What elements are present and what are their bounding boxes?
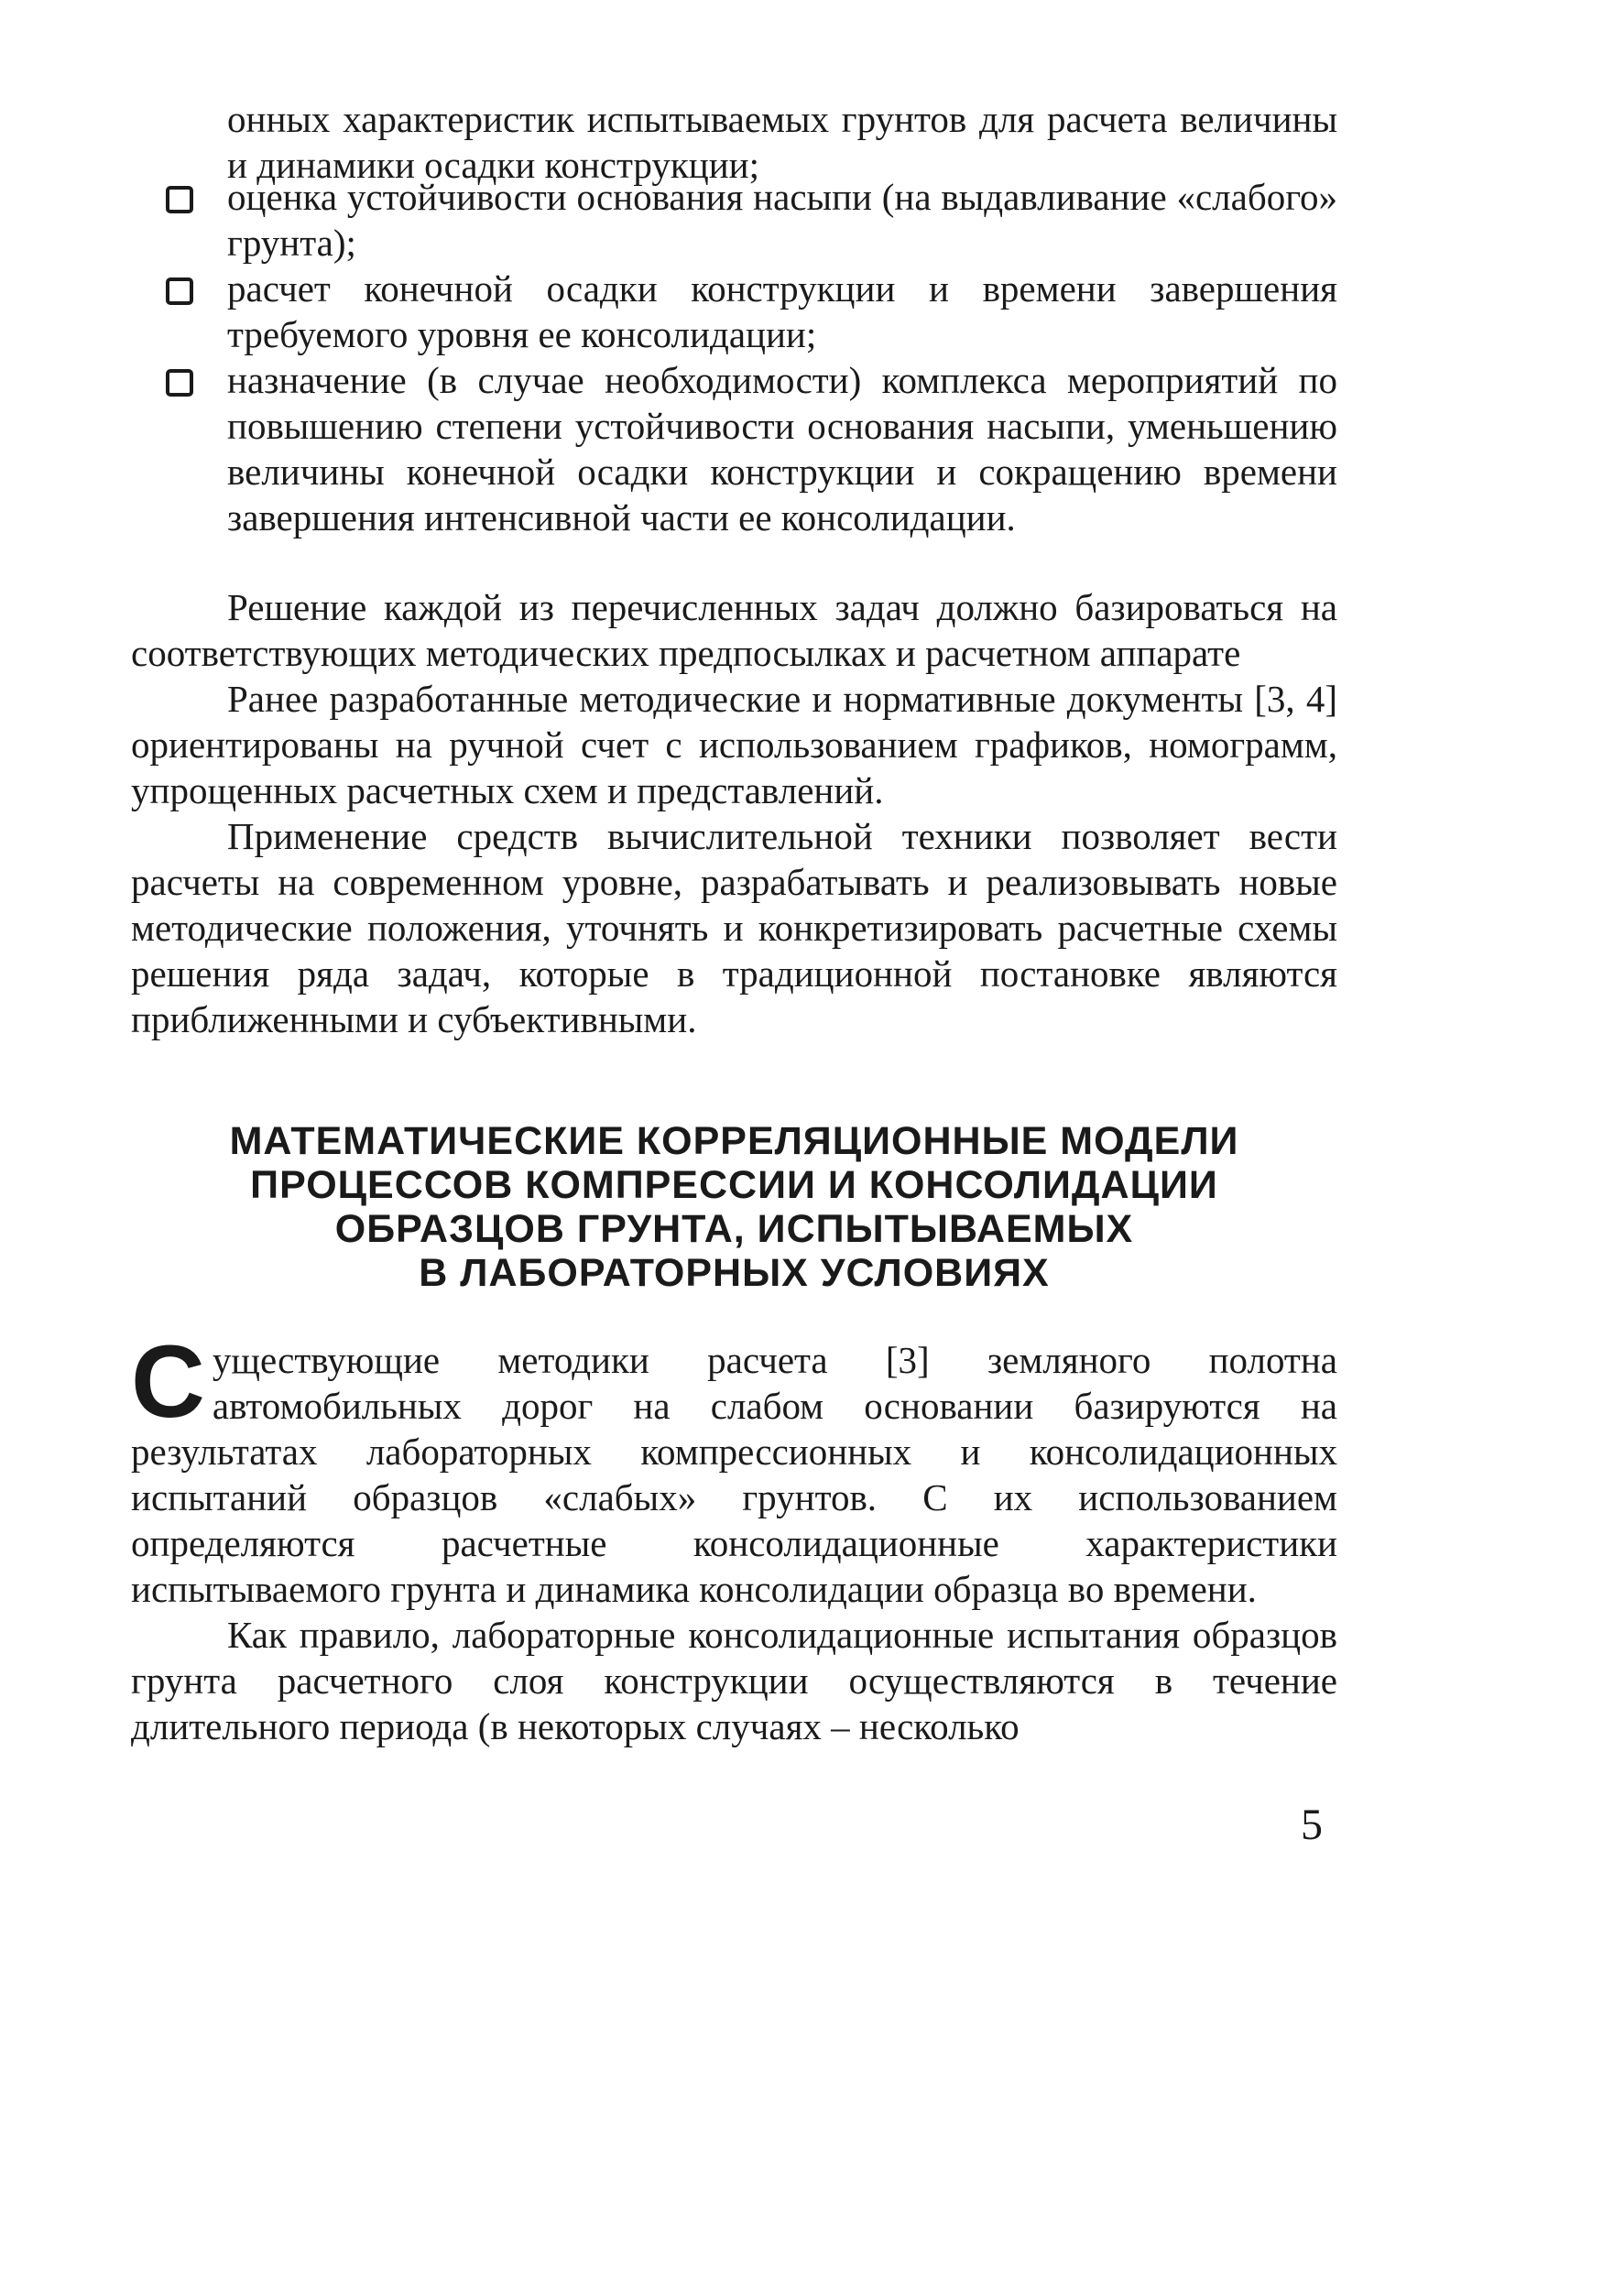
square-bullet-icon <box>166 277 193 305</box>
paragraph: Применение средств вычислительной техники позволяет вести расчеты на современном уровне, разрабатывать и реализовывать новые методические положения, уточнять и конкретизировать расчетные схемы решения ряда задач, которые в традиционной постановке являются приближенными и субъективными. <box>131 815 1337 1040</box>
section-body <box>131 1324 1337 1749</box>
continued-text: онных характеристик испытываемых грунтов для расчета величины и динамики осадки конструкции; <box>227 98 1337 186</box>
bullet-item <box>131 174 1337 266</box>
drop-cap: С <box>131 1324 205 1439</box>
page-number: 5 <box>1301 1801 1323 1849</box>
paragraph: Ранее разработанные методические и нормативные документы [3, 4] ориентированы на ручной счет с использованием графиков, номограмм, упрощенных расчетных схем и представлений. <box>131 678 1337 811</box>
bullet-text: оценка устойчивости основания насыпи (на выдавливание «слабого» грунта); <box>227 176 1337 264</box>
body-paragraphs <box>131 584 1337 1042</box>
bullet-text: расчет конечной осадки конструкции и времени завершения требуемого уровня ее консолидации; <box>227 267 1337 355</box>
paragraph: Как правило, лабораторные консолидационные испытания образцов грунта расчетного слоя конструкции осуществляются в течение длительного периода (в некоторых случаях – несколько <box>131 1614 1337 1747</box>
section-heading <box>131 1119 1337 1295</box>
square-bullet-icon <box>166 369 193 397</box>
heading-line: ОБРАЗЦОВ ГРУНТА, ИСПЫТЫВАЕМЫХ <box>334 1207 1134 1251</box>
bullet-item <box>131 266 1337 357</box>
bullet-text: назначение (в случае необходимости) комплекса мероприятий по повышению степени устойчивости основания насыпи, уменьшению величины конечной осадки конструкции и сокращению времени завершения интенсивной части ее консолидации. <box>227 359 1337 539</box>
paragraph: Решение каждой из перечисленных задач должно базироваться на соответствующих методических предпосылках и расчетном аппарате <box>131 586 1337 674</box>
heading-line: ПРОЦЕССОВ КОМПРЕССИИ И КОНСОЛИДАЦИИ <box>250 1163 1218 1207</box>
heading-line: В ЛАБОРАТОРНЫХ УСЛОВИЯХ <box>419 1251 1050 1295</box>
square-bullet-icon <box>166 186 193 213</box>
bullet-item <box>131 357 1337 540</box>
paragraph-text: уществующие методики расчета [3] земляного полотна автомобильных дорог на слабом основании базируются на результатах лабораторных компрессионных и консолидационных испытаний образцов «слабых» грунтов. С их использованием определяются расчетные консолидационные характеристики испытываемого грунта и динамика консолидации образца во времени. <box>131 1339 1337 1610</box>
heading-line: МАТЕМАТИЧЕСКИЕ КОРРЕЛЯЦИОННЫЕ МОДЕЛИ <box>229 1119 1239 1163</box>
bullet-list <box>131 174 1337 540</box>
paragraph <box>131 1324 1337 1612</box>
